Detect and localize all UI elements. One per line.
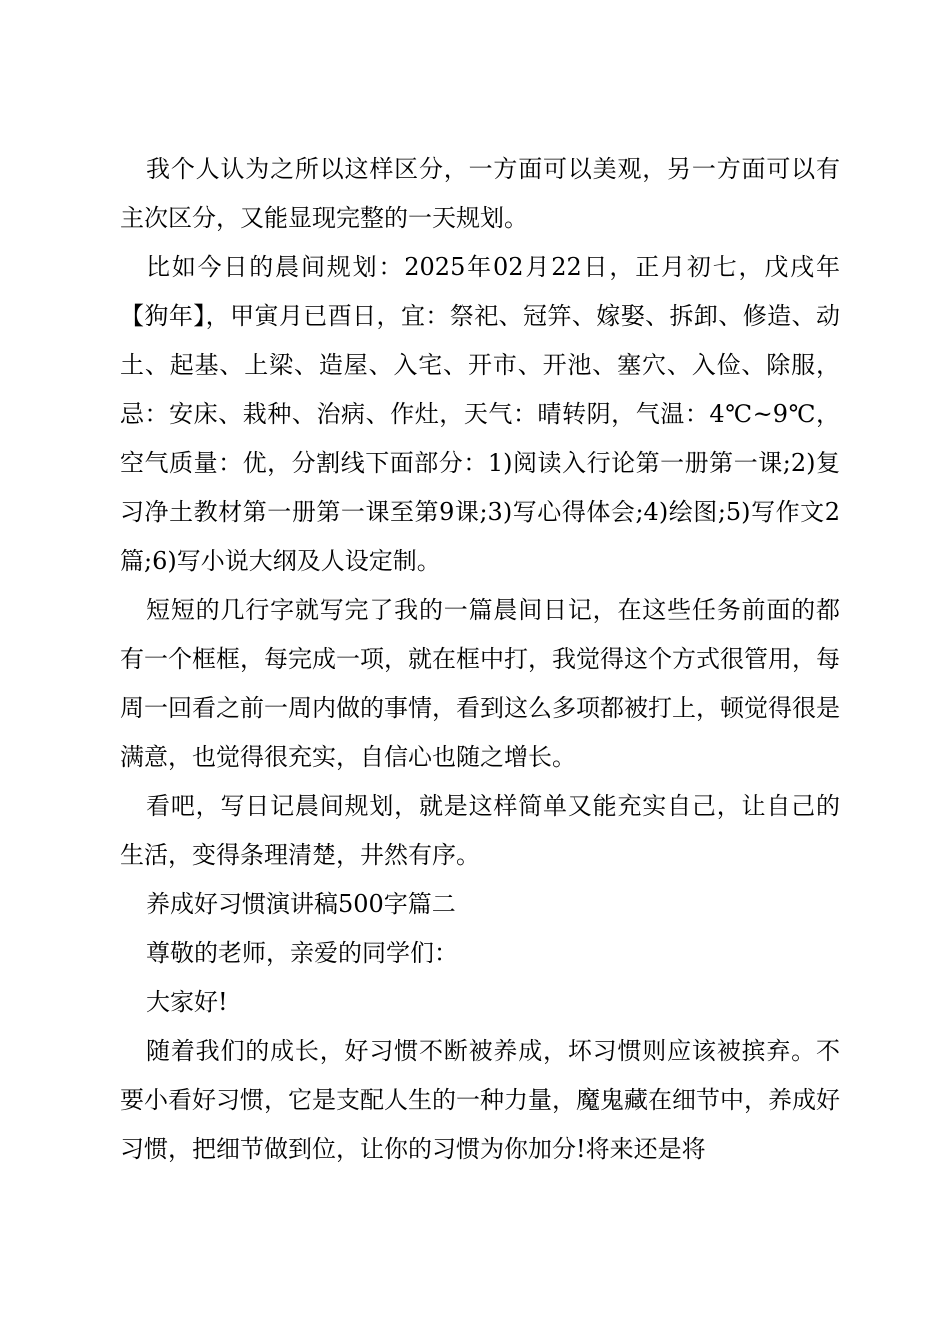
paragraph-3: 短短的几行字就写完了我的一篇晨间日记，在这些任务前面的都有一个框框，每完成一项，就在框中打，我觉得这个方式很管用，每周一回看之前一周内做的事情，看到这么多项都被打上，顿觉得很是满意，也觉得很充实，自信心也随之增长。 bbox=[120, 596, 840, 771]
paragraph-2: 比如今日的晨间规划：2025年02月22日，正月初七，戊戌年【狗年】，甲寅月已酉日，宜：祭祀、冠笄、嫁娶、拆卸、修造、动土、起基、上梁、造屋、入宅、开市、开池、塞穴、入俭、除服，忌：安床、栽种、治病、作灶，天气：晴转阴，气温：4℃~9℃，空气质量：优，分割线下面部分：1)阅读入行论第一册第一课;2)复习净土教材第一册第一课至第9课;3)写心得体会;4)绘图;5)写作文2篇;6)写小说大纲及人设定制。 bbox=[120, 253, 840, 575]
paragraph-1: 我个人认为之所以这样区分，一方面可以美观，另一方面可以有主次区分，又能显现完整的一天规划。 bbox=[120, 155, 840, 232]
salutation: 尊敬的老师，亲爱的同学们： bbox=[146, 939, 458, 967]
greeting: 大家好! bbox=[146, 988, 228, 1016]
document-body bbox=[120, 145, 840, 1174]
paragraph-5: 随着我们的成长，好习惯不断被养成，坏习惯则应该被摈弃。不要小看好习惯，它是支配人生的一种力量，魔鬼藏在细节中，养成好习惯，把细节做到位，让你的习惯为你加分!将来还是将 bbox=[120, 1037, 840, 1163]
section-heading: 养成好习惯演讲稿500字篇二 bbox=[146, 890, 456, 918]
paragraph-4: 看吧，写日记晨间规划，就是这样简单又能充实自己，让自己的生活，变得条理清楚，井然有序。 bbox=[120, 792, 840, 869]
